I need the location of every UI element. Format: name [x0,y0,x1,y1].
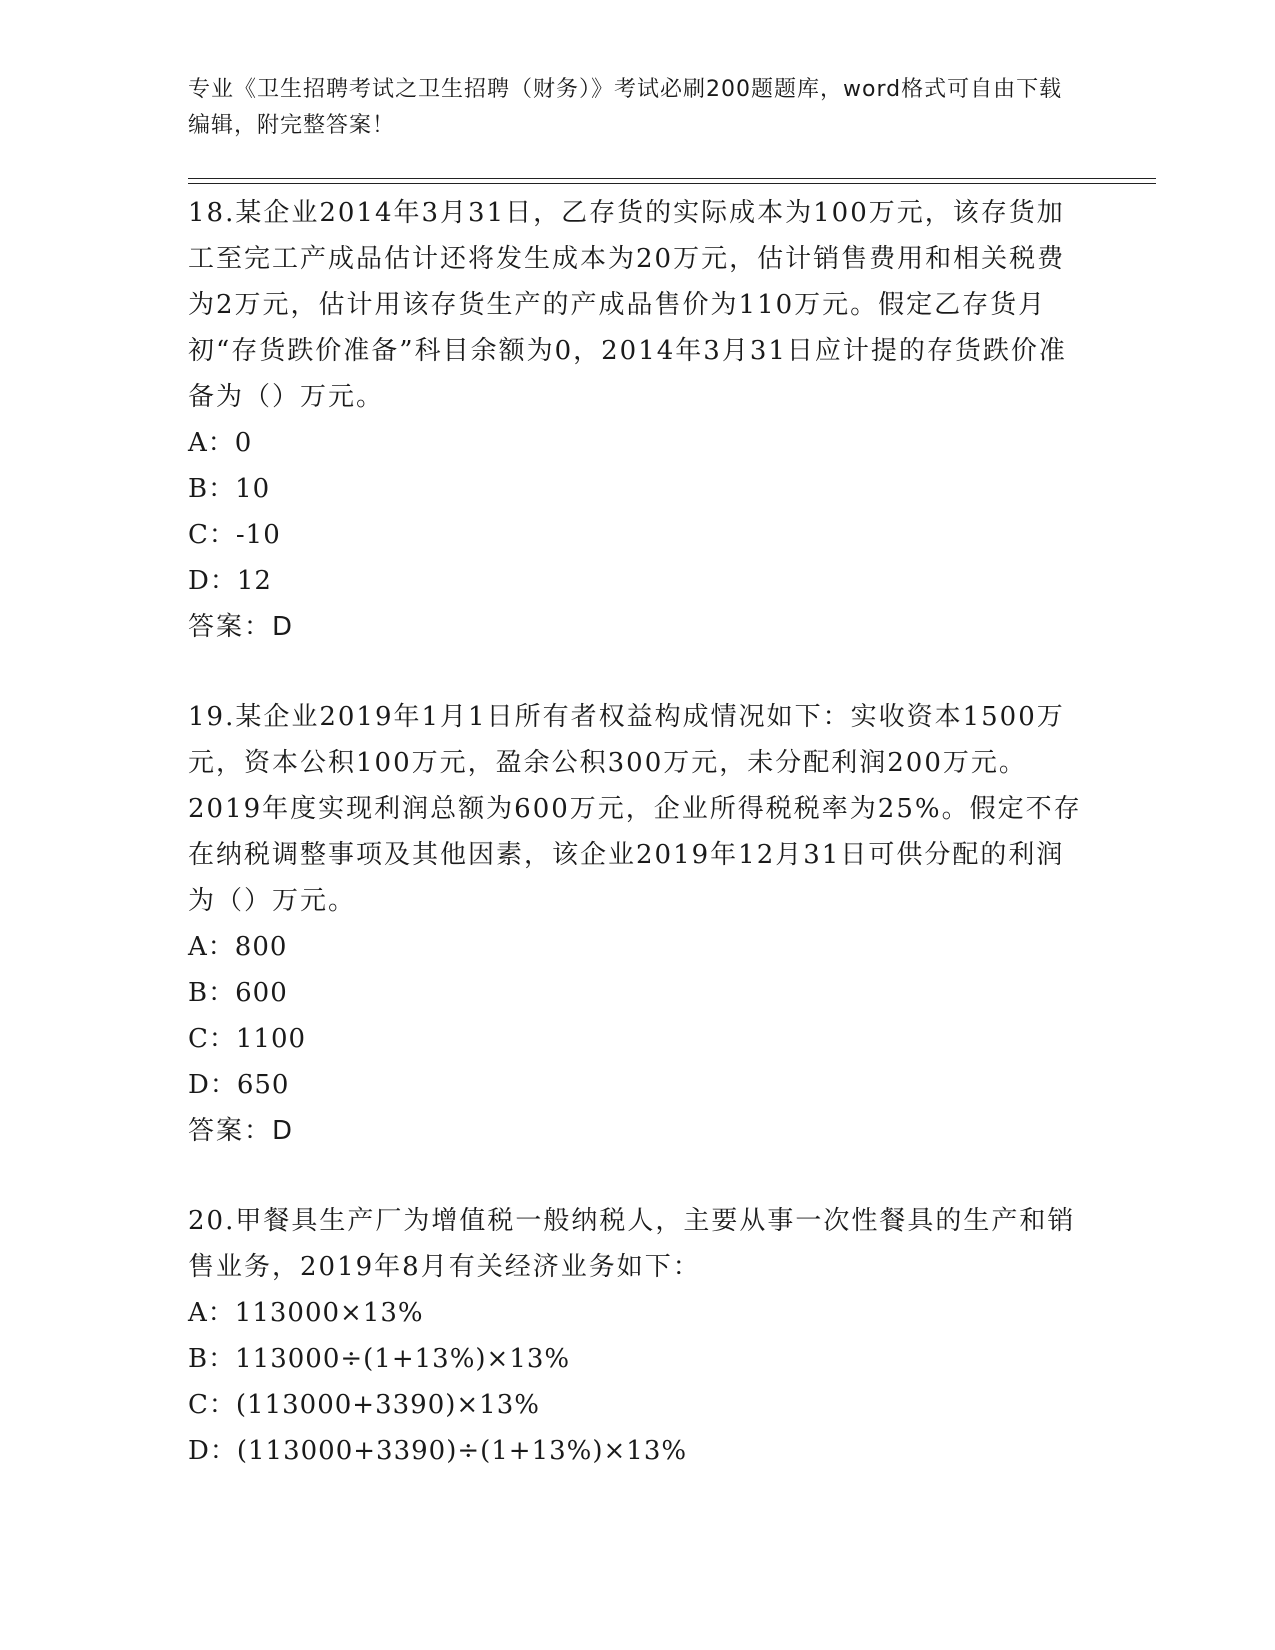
option-b: B：600 [188,978,288,1008]
question-stem: 20.甲餐具生产厂为增值税一般纳税人，主要从事一次性餐具的生产和销售业务，2019年8月有关经济业务如下： [188,1206,1076,1282]
header-divider-bottom [188,183,1156,184]
document-header: 专业《卫生招聘考试之卫生招聘（财务）》考试必刷200题题库，word格式可自由下载编辑，附完整答案！ [188,77,1063,138]
option-c: C：(113000+3390)×13% [188,1390,540,1420]
option-d: D：12 [188,566,272,596]
answer-line: 答案：D [188,612,295,642]
question-19 [188,694,1088,1154]
option-a: A：0 [188,428,253,458]
option-d: D：(113000+3390)÷(1+13%)×13% [188,1436,688,1466]
question-stem: 19.某企业2019年1月1日所有者权益构成情况如下：实收资本1500万元，资本公积100万元，盈余公积300万元，未分配利润200万元。2019年度实现利润总额为600万元，企业所得税税率为25%。假定不存在纳税调整事项及其他因素，该企业2019年12月31日可供分配的利润为（）万元。 [188,702,1082,916]
option-c: C：-10 [188,520,281,550]
question-spacer [188,650,1088,694]
option-b: B：113000÷(1+13%)×13% [188,1344,571,1374]
question-20 [188,1198,1088,1474]
answer-line: 答案：D [188,1116,295,1146]
option-c: C：1100 [188,1024,307,1054]
question-18 [188,190,1088,650]
question-list [188,190,1088,1474]
header-divider-top [188,178,1156,179]
option-a: A：113000×13% [188,1298,424,1328]
option-d: D：650 [188,1070,290,1100]
option-b: B：10 [188,474,271,504]
question-stem: 18.某企业2014年3月31日，乙存货的实际成本为100万元，该存货加工至完工产成品估计还将发生成本为20万元，估计销售费用和相关税费为2万元，估计用该存货生产的产成品售价为110万元。假定乙存货月初“存货跌价准备”科目余额为0，2014年3月31日应计提的存货跌价准备为（）万元。 [188,198,1067,412]
question-spacer [188,1154,1088,1198]
option-a: A：800 [188,932,288,962]
